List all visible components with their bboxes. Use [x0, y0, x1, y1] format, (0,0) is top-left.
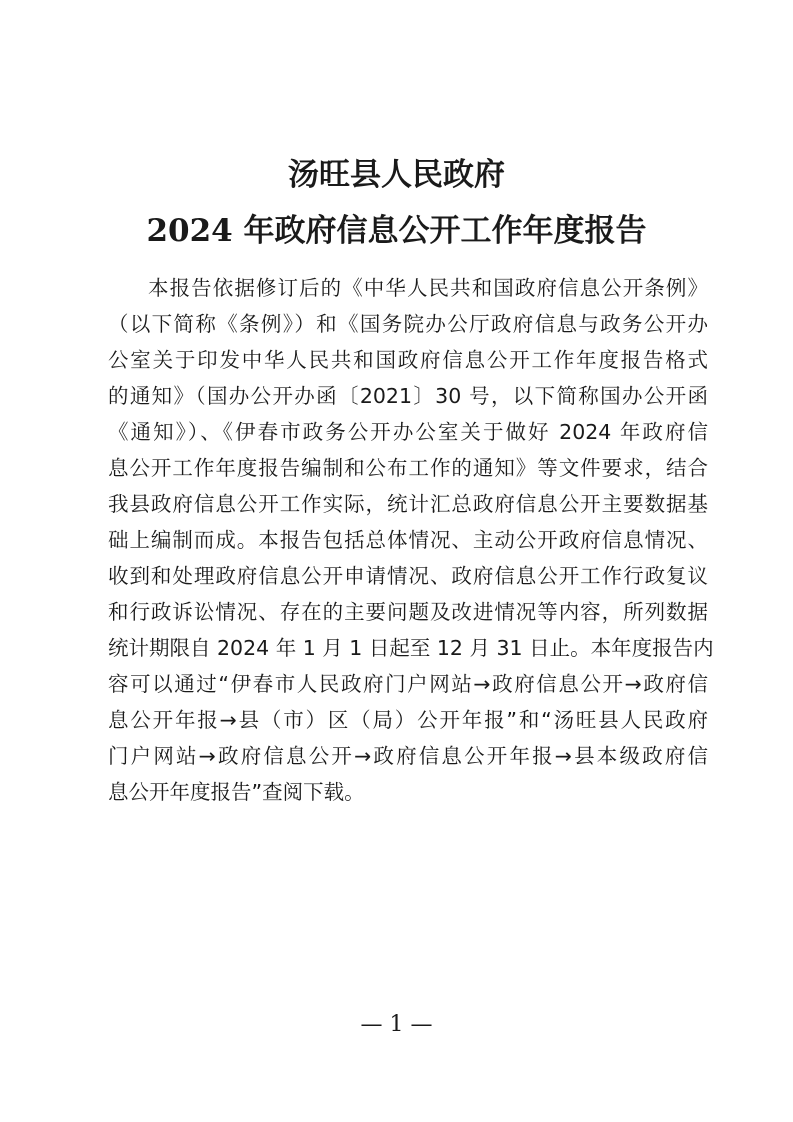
paragraph-line: 础上编制而成。本报告包括总体情况、主动公开政府信息情况、 [108, 528, 708, 552]
page-number: — 1 — [360, 1012, 433, 1037]
paragraph-line: 公室关于印发中华人民共和国政府信息公开工作年度报告格式 [108, 348, 708, 372]
paragraph-line: 《通知》）、《伊春市政务公开办公室关于做好 2024 年政府信 [108, 420, 708, 444]
paragraph-line: 统计期限自 2024 年 1 月 1 日起至 12 月 31 日止。本年度报告内 [108, 636, 714, 660]
paragraph-line: 息公开年报→县（市）区（局）公开年报”和“汤旺县人民政府 [108, 708, 708, 732]
document-title-line-1: 汤旺县人民政府 [288, 157, 505, 193]
paragraph-line: 门户网站→政府信息公开→政府信息公开年报→县本级政府信 [108, 744, 708, 768]
paragraph-line: 容可以通过“伊春市人民政府门户网站→政府信息公开→政府信 [108, 672, 708, 696]
paragraph-line: 收到和处理政府信息公开申请情况、政府信息公开工作行政复议 [108, 564, 708, 588]
document-title-line-2: 2024 年政府信息公开工作年度报告 [146, 213, 647, 249]
paragraph-line: 我县政府信息公开工作实际，统计汇总政府信息公开主要数据基 [108, 492, 708, 516]
paragraph-line: 息公开年度报告”查阅下载。 [108, 780, 365, 804]
paragraph-line: 息公开工作年度报告编制和公布工作的通知》等文件要求，结合 [108, 456, 708, 480]
paragraph-line: 本报告依据修订后的《中华人民共和国政府信息公开条例》 [148, 276, 708, 300]
paragraph-line: 的通知》（国办公开办函〔2021〕30 号，以下简称国办公开函 [108, 384, 708, 408]
paragraph-line: （以下简称《条例》）和《国务院办公厅政府信息与政务公开办 [108, 312, 708, 336]
paragraph-line: 和行政诉讼情况、存在的主要问题及改进情况等内容，所列数据 [108, 600, 708, 624]
